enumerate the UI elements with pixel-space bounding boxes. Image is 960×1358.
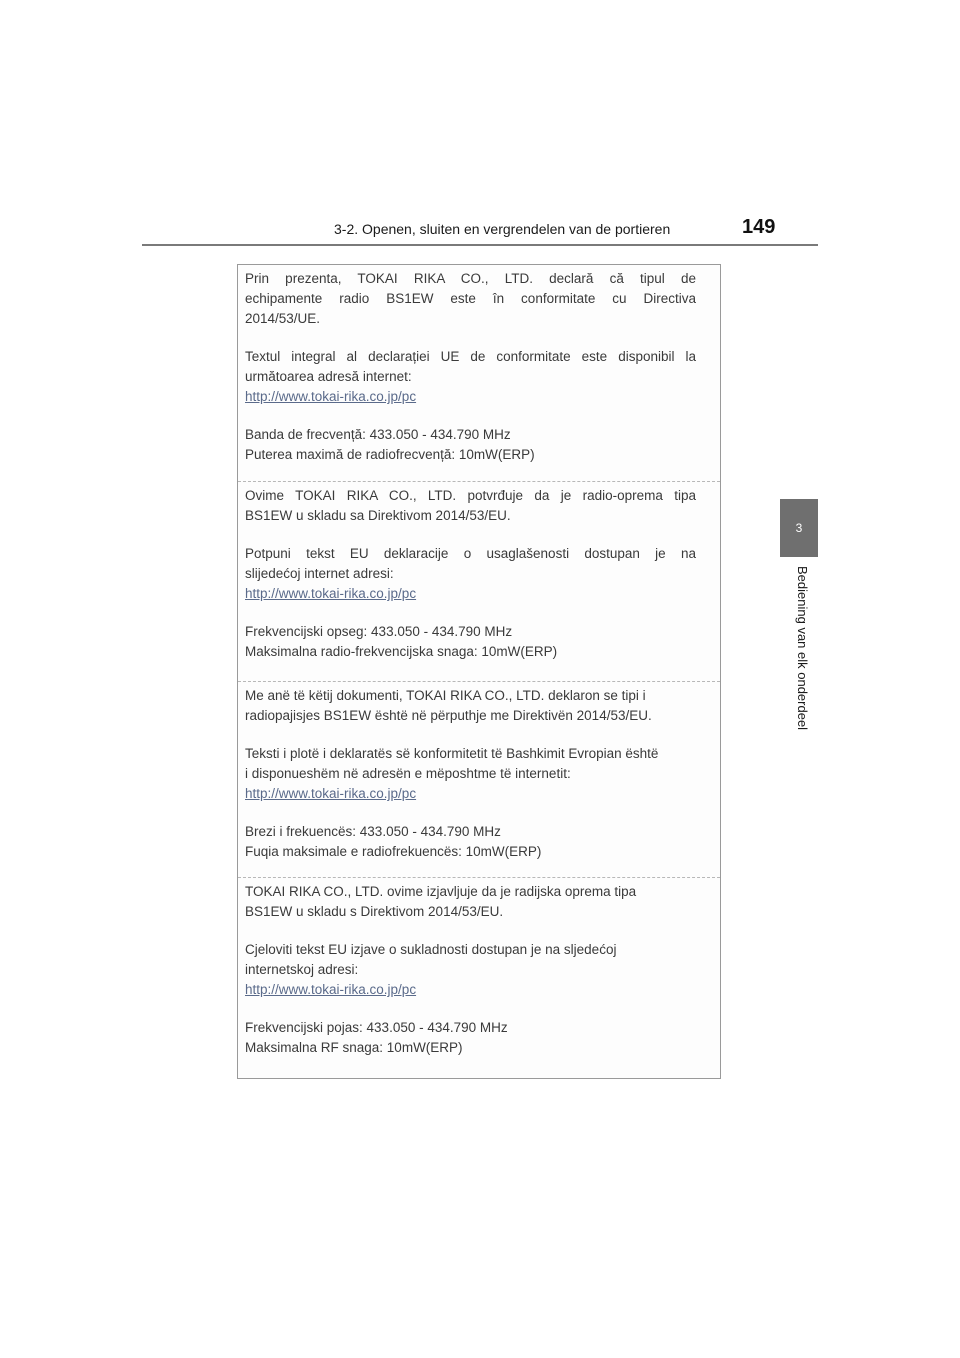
text-line: Cjeloviti tekst EU izjave o sukladnosti dostupan je na sljedećoj [245, 942, 617, 957]
text-line: i disponueshëm në adresën e mëposhtme të internetit: [245, 766, 571, 781]
declaration-scan-box [237, 264, 721, 1079]
declaration-paragraph [245, 686, 696, 726]
text-line: Ovime TOKAI RIKA CO., LTD. potvrđuje da je radio-oprema tipa [245, 488, 696, 503]
declaration-link[interactable]: http://www.tokai-rika.co.jp/pc [245, 586, 417, 601]
page-number: 149 [742, 216, 776, 238]
frequency-paragraph [245, 622, 696, 662]
text-line: Banda de frecvență: 433.050 - 434.790 MHz [245, 427, 511, 442]
text-line: Brezi i frekuencës: 433.050 - 434.790 MHz [245, 824, 501, 839]
declaration-section-romanian [238, 269, 720, 465]
text-line: Teksti i plotë i deklaratës së konformitetit të Bashkimit Evropian është [245, 746, 659, 761]
declaration-section-croatian [238, 877, 720, 1058]
text-line: Frekvencijski pojas: 433.050 - 434.790 MHz [245, 1020, 508, 1035]
declaration-link[interactable]: http://www.tokai-rika.co.jp/pc [245, 982, 417, 997]
frequency-paragraph [245, 425, 696, 465]
header-divider [142, 244, 818, 246]
availability-paragraph [245, 744, 696, 784]
chapter-label: Bediening van elk onderdeel [795, 566, 810, 731]
text-line: internetskoj adresi: [245, 962, 359, 977]
declaration-paragraph [245, 882, 696, 922]
availability-paragraph [245, 544, 696, 584]
text-line: Frekvencijski opseg: 433.050 - 434.790 MHz [245, 624, 513, 639]
declaration-link[interactable]: http://www.tokai-rika.co.jp/pc [245, 786, 417, 801]
text-line: TOKAI RIKA CO., LTD. ovime izjavljuje da je radijska oprema tipa [245, 884, 637, 899]
text-line: radiopajisjes BS1EW është në përputhje me Direktivën 2014/53/EU. [245, 708, 652, 723]
declaration-section-albanian [238, 681, 720, 862]
text-line: 2014/53/UE. [245, 311, 321, 326]
text-line: Maksimalna radio-frekvencijska snaga: 10mW(ERP) [245, 644, 558, 659]
frequency-paragraph [245, 1018, 696, 1058]
declaration-paragraph [245, 486, 696, 526]
text-line: BS1EW u skladu sa Direktivom 2014/53/EU. [245, 508, 511, 523]
text-line: Puterea maximă de radiofrecvență: 10mW(ERP) [245, 447, 535, 462]
declaration-link[interactable]: http://www.tokai-rika.co.jp/pc [245, 389, 417, 404]
declaration-section-bosnian [238, 481, 720, 662]
section-title: 3-2. Openen, sluiten en vergrendelen van de portieren [334, 221, 671, 237]
chapter-tab [780, 499, 818, 557]
text-line: BS1EW u skladu s Direktivom 2014/53/EU. [245, 904, 504, 919]
text-line: Me anë të këtij dokumenti, TOKAI RIKA CO., LTD. deklaron se tipi i [245, 688, 646, 703]
text-line: Prin prezenta, TOKAI RIKA CO., LTD. declară că tipul de [245, 271, 696, 286]
text-line: Potpuni tekst EU deklaracije o usaglašenosti dostupan je na [245, 546, 696, 561]
declaration-paragraph [245, 269, 696, 329]
frequency-paragraph [245, 822, 696, 862]
text-line: următoarea adresă internet: [245, 369, 412, 384]
text-line: Maksimalna RF snaga: 10mW(ERP) [245, 1040, 463, 1055]
text-line: Textul integral al declarației UE de conformitate este disponibil la [245, 349, 696, 364]
text-line: slijedećoj internet adresi: [245, 566, 394, 581]
availability-paragraph [245, 940, 696, 980]
chapter-number: 3 [795, 521, 803, 535]
availability-paragraph [245, 347, 696, 387]
text-line: echipamente radio BS1EW este în conformitate cu Directiva [245, 291, 696, 306]
text-line: Fuqia maksimale e radiofrekuencës: 10mW(ERP) [245, 844, 542, 859]
